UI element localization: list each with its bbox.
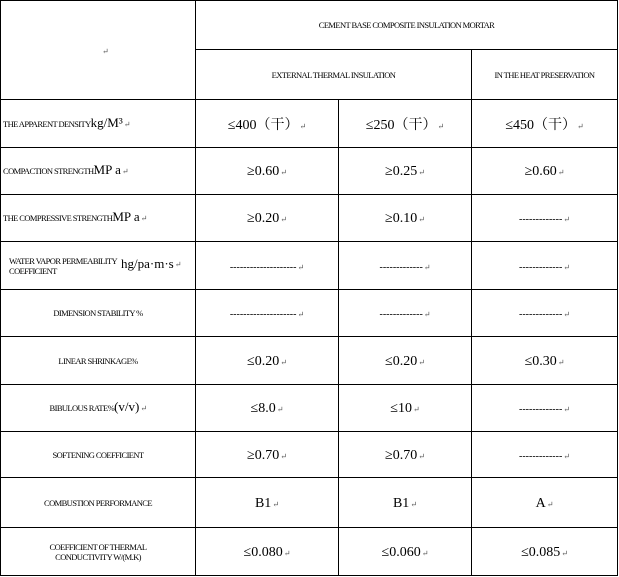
row-label: SOFTENING COEFFICIENT [1,432,196,478]
value-cell: ≤400（干）↵ [196,100,339,148]
table-row [1,100,618,148]
value-cell: ≤0.30↵ [472,337,618,385]
label-text: THE APPARENT DENSITY [3,118,91,129]
value-cell: ≥0.20↵ [196,195,339,242]
value-cell: ≥0.60↵ [196,148,339,195]
value-cell: A↵ [472,478,618,528]
value-cell: ≥0.25↵ [339,148,472,195]
row-label: BIBULOUS RATE%(v/v)↵ [1,385,196,432]
row-label [1,100,196,148]
col-header-preservation: IN THE HEAT PRESERVATION [472,50,618,100]
table-row [1,290,618,337]
table-row [1,385,618,432]
row-label: COMBUSTION PERFORMANCE [1,478,196,528]
value-cell: -------------↵ [472,385,618,432]
value-cell: ≥0.70↵ [339,432,472,478]
row-label: LINEAR SHRINKAGE% [1,337,196,385]
value-cell: -------------↵ [339,290,472,337]
row-label: THE COMPRESSIVE STRENGTHMP a↵ [1,195,196,242]
col-header-external: EXTERNAL THERMAL INSULATION [196,50,472,100]
value-cell: -------------↵ [472,290,618,337]
table-row [1,337,618,385]
value-cell: ≤0.080↵ [196,528,339,576]
table-row [1,148,618,195]
value-cell: -------------↵ [472,242,618,290]
value-cell: ≤0.20↵ [339,337,472,385]
value-cell: B1↵ [196,478,339,528]
value-cell: --------------------↵ [196,242,339,290]
value-cell: B1↵ [339,478,472,528]
table-row [1,195,618,242]
row-label: WATER VAPOR PERMEABILITY COEFFICIENThg/pa·m·s↵ [1,242,196,290]
value-cell: -------------↵ [472,195,618,242]
value-cell: ≤8.0↵ [196,385,339,432]
value-cell: --------------------↵ [196,290,339,337]
table-row [1,432,618,478]
row-label: COMPACTION STRENGTHMP a↵ [1,148,196,195]
row-label: COEFFICIENT OF THERMAL CONDUCTIVITY W/(M.K) [1,528,196,576]
value-cell: ≤250（干）↵ [339,100,472,148]
value-cell: ≤10↵ [339,385,472,432]
table-row [1,242,618,290]
value-cell: ≥0.10↵ [339,195,472,242]
value-cell: ≤0.085↵ [472,528,618,576]
corner-cell [1,1,196,100]
value-cell: ≤0.20↵ [196,337,339,385]
table-row [1,528,618,576]
return-mark: ↵ [123,119,130,129]
value-cell: -------------↵ [472,432,618,478]
unit-text: kg/M³ [90,114,123,130]
value-cell: ≤450（干）↵ [472,100,618,148]
value-cell: ≥0.70↵ [196,432,339,478]
value-cell: ≥0.60↵ [472,148,618,195]
return-mark: ↵ [102,47,109,56]
value-cell: ≤0.060↵ [339,528,472,576]
table-title: CEMENT BASE COMPOSITE INSULATION MORTAR [196,1,618,50]
value-cell: -------------↵ [339,242,472,290]
table-row [1,478,618,528]
row-label: DIMENSION STABILITY % [1,290,196,337]
